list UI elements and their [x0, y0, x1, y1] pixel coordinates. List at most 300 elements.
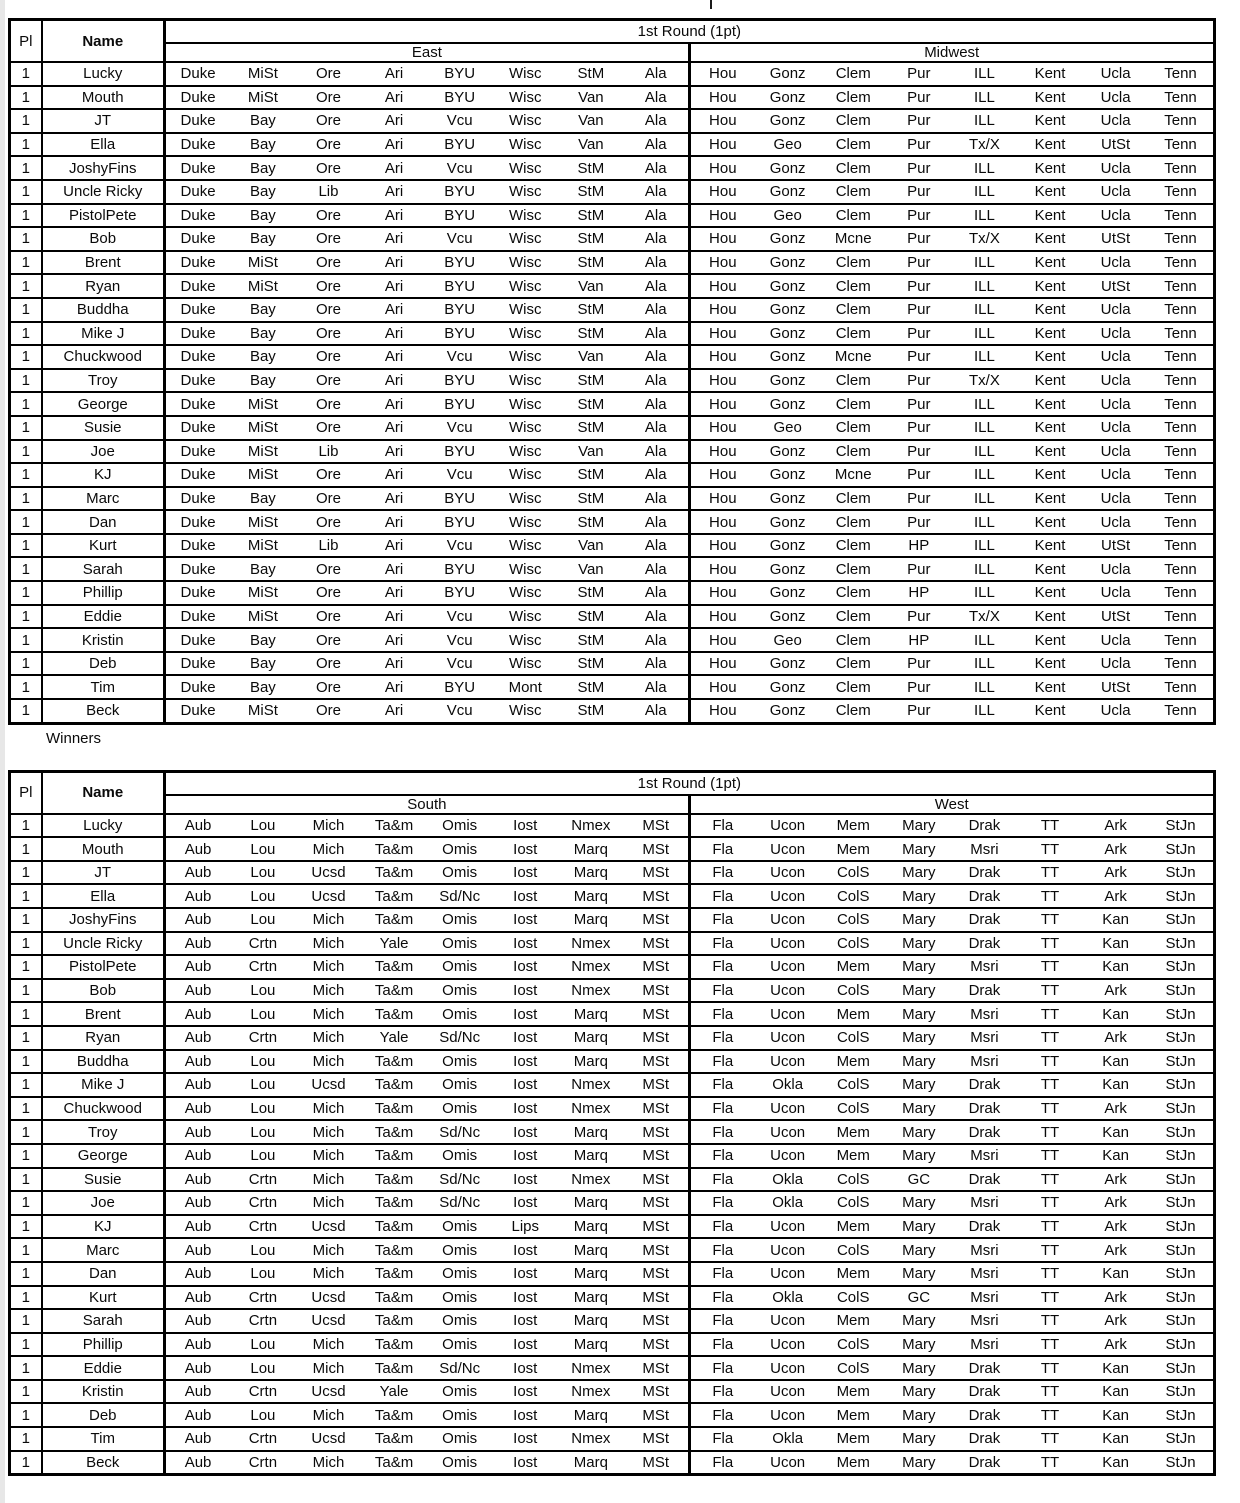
name-cell: Susie	[42, 1168, 165, 1192]
pick-cell: Clem	[820, 322, 886, 346]
pick-cell: StM	[558, 628, 624, 652]
pick-cell: Ala	[624, 62, 690, 86]
pick-cell: Kent	[1017, 628, 1083, 652]
pick-cell: Mary	[886, 1427, 952, 1451]
pick-cell: TT	[1017, 1333, 1083, 1357]
pick-cell: Iost	[492, 1073, 558, 1097]
pick-cell: MiSt	[230, 392, 296, 416]
pick-cell: Ore	[296, 369, 362, 393]
pick-cell: Hou	[689, 487, 755, 511]
name-cell: Bob	[42, 979, 165, 1003]
pl-cell: 1	[10, 156, 42, 180]
pick-cell: Kan	[1083, 1050, 1149, 1074]
region-header-south: South	[165, 795, 690, 814]
pick-cell: Drak	[952, 861, 1018, 885]
pick-cell: StJn	[1148, 1238, 1214, 1262]
name-cell: Mouth	[42, 837, 165, 861]
pick-cell: StJn	[1148, 884, 1214, 908]
pick-cell: ILL	[952, 345, 1018, 369]
pick-cell: StM	[558, 416, 624, 440]
pl-cell: 1	[10, 1191, 42, 1215]
pick-cell: StJn	[1148, 1356, 1214, 1380]
pick-cell: Pur	[886, 699, 952, 723]
pick-cell: Kent	[1017, 581, 1083, 605]
pick-cell: Kent	[1017, 227, 1083, 251]
pick-cell: Clem	[820, 86, 886, 110]
pick-cell: Ta&m	[361, 1191, 427, 1215]
table-row	[10, 955, 1215, 979]
pick-cell: Pur	[886, 369, 952, 393]
pick-cell: StJn	[1148, 1168, 1214, 1192]
pick-cell: Mary	[886, 1002, 952, 1026]
round-header-row	[10, 20, 1215, 44]
pick-cell: Wisc	[492, 510, 558, 534]
pl-cell: 1	[10, 1403, 42, 1427]
pick-cell: Ucla	[1083, 298, 1149, 322]
table-row	[10, 1380, 1215, 1404]
pick-cell: Kent	[1017, 156, 1083, 180]
pick-cell: Ta&m	[361, 1356, 427, 1380]
name-cell: Phillip	[42, 581, 165, 605]
pick-cell: TT	[1017, 1168, 1083, 1192]
pick-cell: Ta&m	[361, 814, 427, 838]
pick-cell: StJn	[1148, 1097, 1214, 1121]
pick-cell: Ala	[624, 392, 690, 416]
pick-cell: Fla	[689, 1333, 755, 1357]
pick-cell: Ari	[361, 369, 427, 393]
pick-cell: Pur	[886, 675, 952, 699]
pick-cell: TT	[1017, 1191, 1083, 1215]
name-cell: Lucky	[42, 62, 165, 86]
name-cell: Kristin	[42, 1380, 165, 1404]
pick-cell: Lou	[230, 1262, 296, 1286]
pick-cell: StJn	[1148, 955, 1214, 979]
pick-cell: Kent	[1017, 440, 1083, 464]
pick-cell: Clem	[820, 274, 886, 298]
pick-cell: StJn	[1148, 932, 1214, 956]
pick-cell: Kent	[1017, 605, 1083, 629]
table-row	[10, 884, 1215, 908]
pick-cell: Tenn	[1148, 581, 1214, 605]
table-row	[10, 1168, 1215, 1192]
pick-cell: Duke	[165, 180, 231, 204]
pick-cell: Kent	[1017, 699, 1083, 723]
table-row	[10, 392, 1215, 416]
pick-cell: Duke	[165, 345, 231, 369]
pick-cell: BYU	[427, 392, 493, 416]
pick-cell: Mary	[886, 1215, 952, 1239]
pick-cell: MiSt	[230, 463, 296, 487]
pick-cell: StM	[558, 675, 624, 699]
pick-cell: Pur	[886, 463, 952, 487]
pick-cell: MiSt	[230, 86, 296, 110]
pick-cell: Vcu	[427, 227, 493, 251]
pick-cell: Ark	[1083, 1168, 1149, 1192]
table-row	[10, 1262, 1215, 1286]
name-cell: Susie	[42, 416, 165, 440]
pick-cell: Wisc	[492, 298, 558, 322]
pick-cell: Ark	[1083, 1026, 1149, 1050]
pick-cell: Mary	[886, 1120, 952, 1144]
pick-cell: Clem	[820, 156, 886, 180]
pick-cell: Omis	[427, 979, 493, 1003]
name-cell: Sarah	[42, 557, 165, 581]
pick-cell: ColS	[820, 979, 886, 1003]
pick-cell: Aub	[165, 1073, 231, 1097]
pick-cell: Ta&m	[361, 1050, 427, 1074]
pick-cell: Aub	[165, 1451, 231, 1475]
pick-cell: MSt	[624, 814, 690, 838]
pick-cell: Iost	[492, 1333, 558, 1357]
pick-cell: Iost	[492, 979, 558, 1003]
pick-cell: Omis	[427, 1380, 493, 1404]
pick-cell: Lou	[230, 837, 296, 861]
name-cell: Lucky	[42, 814, 165, 838]
pick-cell: Ucon	[755, 1403, 821, 1427]
pick-cell: Lou	[230, 1333, 296, 1357]
pick-cell: Pur	[886, 487, 952, 511]
pick-cell: Omis	[427, 1144, 493, 1168]
pick-cell: MSt	[624, 1168, 690, 1192]
pick-cell: Nmex	[558, 1168, 624, 1192]
pick-cell: Bay	[230, 487, 296, 511]
pick-cell: ILL	[952, 322, 1018, 346]
pl-cell: 1	[10, 979, 42, 1003]
pick-cell: Aub	[165, 1262, 231, 1286]
pick-cell: Ari	[361, 322, 427, 346]
pick-cell: Fla	[689, 1120, 755, 1144]
name-cell: Dan	[42, 1262, 165, 1286]
page-left-edge	[0, 0, 5, 1503]
pick-cell: StJn	[1148, 1286, 1214, 1310]
pick-cell: Nmex	[558, 932, 624, 956]
pl-cell: 1	[10, 557, 42, 581]
pick-cell: Clem	[820, 581, 886, 605]
pick-cell: Crtn	[230, 1286, 296, 1310]
pick-cell: Ala	[624, 557, 690, 581]
pick-cell: Ore	[296, 251, 362, 275]
pick-cell: Kan	[1083, 1451, 1149, 1475]
pick-cell: Tenn	[1148, 510, 1214, 534]
round-header-row	[10, 771, 1215, 795]
pick-cell: MSt	[624, 1215, 690, 1239]
pick-cell: StJn	[1148, 1262, 1214, 1286]
pick-cell: Fla	[689, 1356, 755, 1380]
pick-cell: HP	[886, 534, 952, 558]
pick-cell: Clem	[820, 204, 886, 228]
pick-cell: Tenn	[1148, 322, 1214, 346]
pick-cell: Clem	[820, 605, 886, 629]
name-cell: George	[42, 1144, 165, 1168]
pick-cell: Okla	[755, 1191, 821, 1215]
pick-cell: Kan	[1083, 955, 1149, 979]
pick-cell: Ari	[361, 392, 427, 416]
pick-cell: Okla	[755, 1168, 821, 1192]
pick-cell: Ta&m	[361, 1309, 427, 1333]
pl-cell: 1	[10, 908, 42, 932]
pick-cell: Tenn	[1148, 440, 1214, 464]
pick-cell: Ore	[296, 86, 362, 110]
pick-cell: BYU	[427, 274, 493, 298]
pick-cell: Duke	[165, 298, 231, 322]
pick-cell: Clem	[820, 180, 886, 204]
pick-cell: Ari	[361, 298, 427, 322]
name-cell: Deb	[42, 1403, 165, 1427]
pick-cell: Kent	[1017, 274, 1083, 298]
pick-cell: Ore	[296, 416, 362, 440]
pick-cell: UtSt	[1083, 227, 1149, 251]
pick-cell: Msri	[952, 1191, 1018, 1215]
pl-cell: 1	[10, 1309, 42, 1333]
pick-cell: Duke	[165, 534, 231, 558]
pick-cell: Wisc	[492, 557, 558, 581]
pick-cell: ColS	[820, 1097, 886, 1121]
pick-cell: Mary	[886, 861, 952, 885]
pick-cell: Wisc	[492, 180, 558, 204]
pick-cell: Kan	[1083, 1262, 1149, 1286]
pick-cell: Mich	[296, 814, 362, 838]
pick-cell: Ore	[296, 204, 362, 228]
pick-cell: Pur	[886, 109, 952, 133]
pick-cell: Fla	[689, 1002, 755, 1026]
pick-cell: Fla	[689, 908, 755, 932]
pick-cell: Lou	[230, 1002, 296, 1026]
pick-cell: BYU	[427, 251, 493, 275]
pick-cell: Wisc	[492, 204, 558, 228]
pick-cell: Geo	[755, 133, 821, 157]
pl-cell: 1	[10, 1097, 42, 1121]
pick-cell: Tenn	[1148, 274, 1214, 298]
pick-cell: Gonz	[755, 369, 821, 393]
table-row	[10, 1191, 1215, 1215]
pick-cell: Nmex	[558, 1073, 624, 1097]
name-cell: Joe	[42, 1191, 165, 1215]
table-row	[10, 1333, 1215, 1357]
pick-cell: ILL	[952, 463, 1018, 487]
table-row	[10, 1238, 1215, 1262]
pick-cell: Ucla	[1083, 581, 1149, 605]
pick-cell: Hou	[689, 557, 755, 581]
pick-cell: Gonz	[755, 557, 821, 581]
pick-cell: Wisc	[492, 605, 558, 629]
pick-cell: Wisc	[492, 440, 558, 464]
pick-cell: Wisc	[492, 156, 558, 180]
pick-cell: Mary	[886, 1144, 952, 1168]
pick-cell: BYU	[427, 62, 493, 86]
pick-cell: Wisc	[492, 416, 558, 440]
pick-cell: Aub	[165, 979, 231, 1003]
pl-cell: 1	[10, 1451, 42, 1475]
pick-cell: StJn	[1148, 1002, 1214, 1026]
name-cell: Marc	[42, 1238, 165, 1262]
pick-cell: Lou	[230, 979, 296, 1003]
pick-cell: Ucla	[1083, 180, 1149, 204]
pick-cell: Bay	[230, 369, 296, 393]
pick-cell: Lib	[296, 534, 362, 558]
pick-cell: Aub	[165, 1097, 231, 1121]
pick-cell: Omis	[427, 932, 493, 956]
pick-cell: Clem	[820, 416, 886, 440]
pick-cell: Marq	[558, 1238, 624, 1262]
table-row	[10, 487, 1215, 511]
pick-cell: Iost	[492, 1403, 558, 1427]
pick-cell: TT	[1017, 1262, 1083, 1286]
pick-cell: Omis	[427, 908, 493, 932]
pick-cell: Bay	[230, 652, 296, 676]
pick-cell: Mich	[296, 1451, 362, 1475]
pick-cell: Ore	[296, 133, 362, 157]
pick-cell: Ta&m	[361, 837, 427, 861]
table-row	[10, 251, 1215, 275]
round-title: 1st Round (1pt)	[165, 20, 1215, 44]
table-row	[10, 1356, 1215, 1380]
pick-cell: Ala	[624, 675, 690, 699]
pick-cell: MSt	[624, 861, 690, 885]
pick-cell: ILL	[952, 652, 1018, 676]
pick-cell: Ucon	[755, 1050, 821, 1074]
pick-cell: TT	[1017, 1026, 1083, 1050]
pick-cell: MiSt	[230, 605, 296, 629]
pick-cell: Wisc	[492, 628, 558, 652]
pick-cell: ILL	[952, 109, 1018, 133]
pick-cell: Wisc	[492, 322, 558, 346]
pick-cell: Mich	[296, 1097, 362, 1121]
pick-cell: Clem	[820, 675, 886, 699]
pick-cell: StJn	[1148, 1120, 1214, 1144]
pick-cell: Marq	[558, 1191, 624, 1215]
pick-cell: Fla	[689, 1286, 755, 1310]
pick-cell: Mary	[886, 1097, 952, 1121]
pick-cell: Ore	[296, 322, 362, 346]
pick-cell: Fla	[689, 1144, 755, 1168]
pick-cell: Ucsd	[296, 1427, 362, 1451]
pl-cell: 1	[10, 605, 42, 629]
pick-cell: TT	[1017, 1073, 1083, 1097]
pick-cell: Kent	[1017, 652, 1083, 676]
pick-cell: Lib	[296, 440, 362, 464]
pl-cell: 1	[10, 628, 42, 652]
name-cell: JoshyFins	[42, 156, 165, 180]
pick-cell: Msri	[952, 1026, 1018, 1050]
pick-cell: BYU	[427, 581, 493, 605]
pick-cell: Iost	[492, 1451, 558, 1475]
name-cell: PistolPete	[42, 204, 165, 228]
pick-cell: Nmex	[558, 1356, 624, 1380]
pick-cell: Ucon	[755, 955, 821, 979]
pick-cell: Gonz	[755, 298, 821, 322]
pick-cell: Ari	[361, 628, 427, 652]
table-row	[10, 1120, 1215, 1144]
pl-cell: 1	[10, 251, 42, 275]
pick-cell: Ucla	[1083, 463, 1149, 487]
pick-cell: StJn	[1148, 908, 1214, 932]
pick-cell: Duke	[165, 62, 231, 86]
table-row	[10, 1097, 1215, 1121]
pick-cell: Iost	[492, 1356, 558, 1380]
pick-cell: Hou	[689, 628, 755, 652]
pick-cell: Duke	[165, 628, 231, 652]
name-cell: JT	[42, 109, 165, 133]
pick-cell: Tenn	[1148, 534, 1214, 558]
pick-cell: Ucla	[1083, 628, 1149, 652]
pick-cell: Iost	[492, 814, 558, 838]
pick-cell: StM	[558, 298, 624, 322]
region-header-row	[10, 795, 1215, 814]
pick-cell: Ta&m	[361, 1403, 427, 1427]
pick-cell: Mich	[296, 1050, 362, 1074]
name-cell: Deb	[42, 652, 165, 676]
pick-cell: Ala	[624, 251, 690, 275]
pick-cell: Tenn	[1148, 180, 1214, 204]
pick-cell: Pur	[886, 251, 952, 275]
pick-cell: Mary	[886, 1356, 952, 1380]
pick-cell: TT	[1017, 1144, 1083, 1168]
region-header-east: East	[165, 43, 690, 62]
pick-cell: Kan	[1083, 1120, 1149, 1144]
pick-cell: StM	[558, 180, 624, 204]
pick-cell: Kent	[1017, 298, 1083, 322]
pick-cell: Mem	[820, 1380, 886, 1404]
pick-cell: Duke	[165, 463, 231, 487]
pick-cell: Ucon	[755, 884, 821, 908]
pick-cell: Mich	[296, 1191, 362, 1215]
pick-cell: Kent	[1017, 463, 1083, 487]
pick-cell: Mem	[820, 814, 886, 838]
pick-cell: Gonz	[755, 581, 821, 605]
pick-cell: MSt	[624, 1403, 690, 1427]
pick-cell: Kan	[1083, 1073, 1149, 1097]
pl-cell: 1	[10, 1380, 42, 1404]
pick-cell: Mary	[886, 932, 952, 956]
pick-cell: ColS	[820, 1191, 886, 1215]
pl-cell: 1	[10, 440, 42, 464]
pick-cell: Ucon	[755, 1309, 821, 1333]
table-row	[10, 86, 1215, 110]
pl-cell: 1	[10, 1215, 42, 1239]
pick-cell: Crtn	[230, 1215, 296, 1239]
table-row	[10, 440, 1215, 464]
first-round-table-south-west	[8, 770, 1216, 1477]
pick-cell: Ucsd	[296, 1380, 362, 1404]
pick-cell: Omis	[427, 1333, 493, 1357]
pick-cell: Lou	[230, 1238, 296, 1262]
pick-cell: Crtn	[230, 1427, 296, 1451]
pl-cell: 1	[10, 1286, 42, 1310]
pl-cell: 1	[10, 227, 42, 251]
pick-cell: Duke	[165, 392, 231, 416]
pick-cell: Fla	[689, 1309, 755, 1333]
pick-cell: Drak	[952, 1120, 1018, 1144]
pick-cell: Aub	[165, 1427, 231, 1451]
pick-cell: Ucsd	[296, 1309, 362, 1333]
pick-cell: Pur	[886, 298, 952, 322]
pick-cell: Ucon	[755, 1380, 821, 1404]
pick-cell: Tenn	[1148, 298, 1214, 322]
pick-cell: Bay	[230, 322, 296, 346]
pick-cell: Kent	[1017, 534, 1083, 558]
pick-cell: BYU	[427, 510, 493, 534]
pick-cell: Mich	[296, 1262, 362, 1286]
pick-cell: Kent	[1017, 251, 1083, 275]
pick-cell: StJn	[1148, 1403, 1214, 1427]
pick-cell: MiSt	[230, 274, 296, 298]
pick-cell: Wisc	[492, 699, 558, 723]
pl-cell: 1	[10, 62, 42, 86]
pick-cell: Marq	[558, 884, 624, 908]
pick-cell: Mich	[296, 1120, 362, 1144]
pick-cell: Hou	[689, 322, 755, 346]
pick-cell: Mary	[886, 979, 952, 1003]
